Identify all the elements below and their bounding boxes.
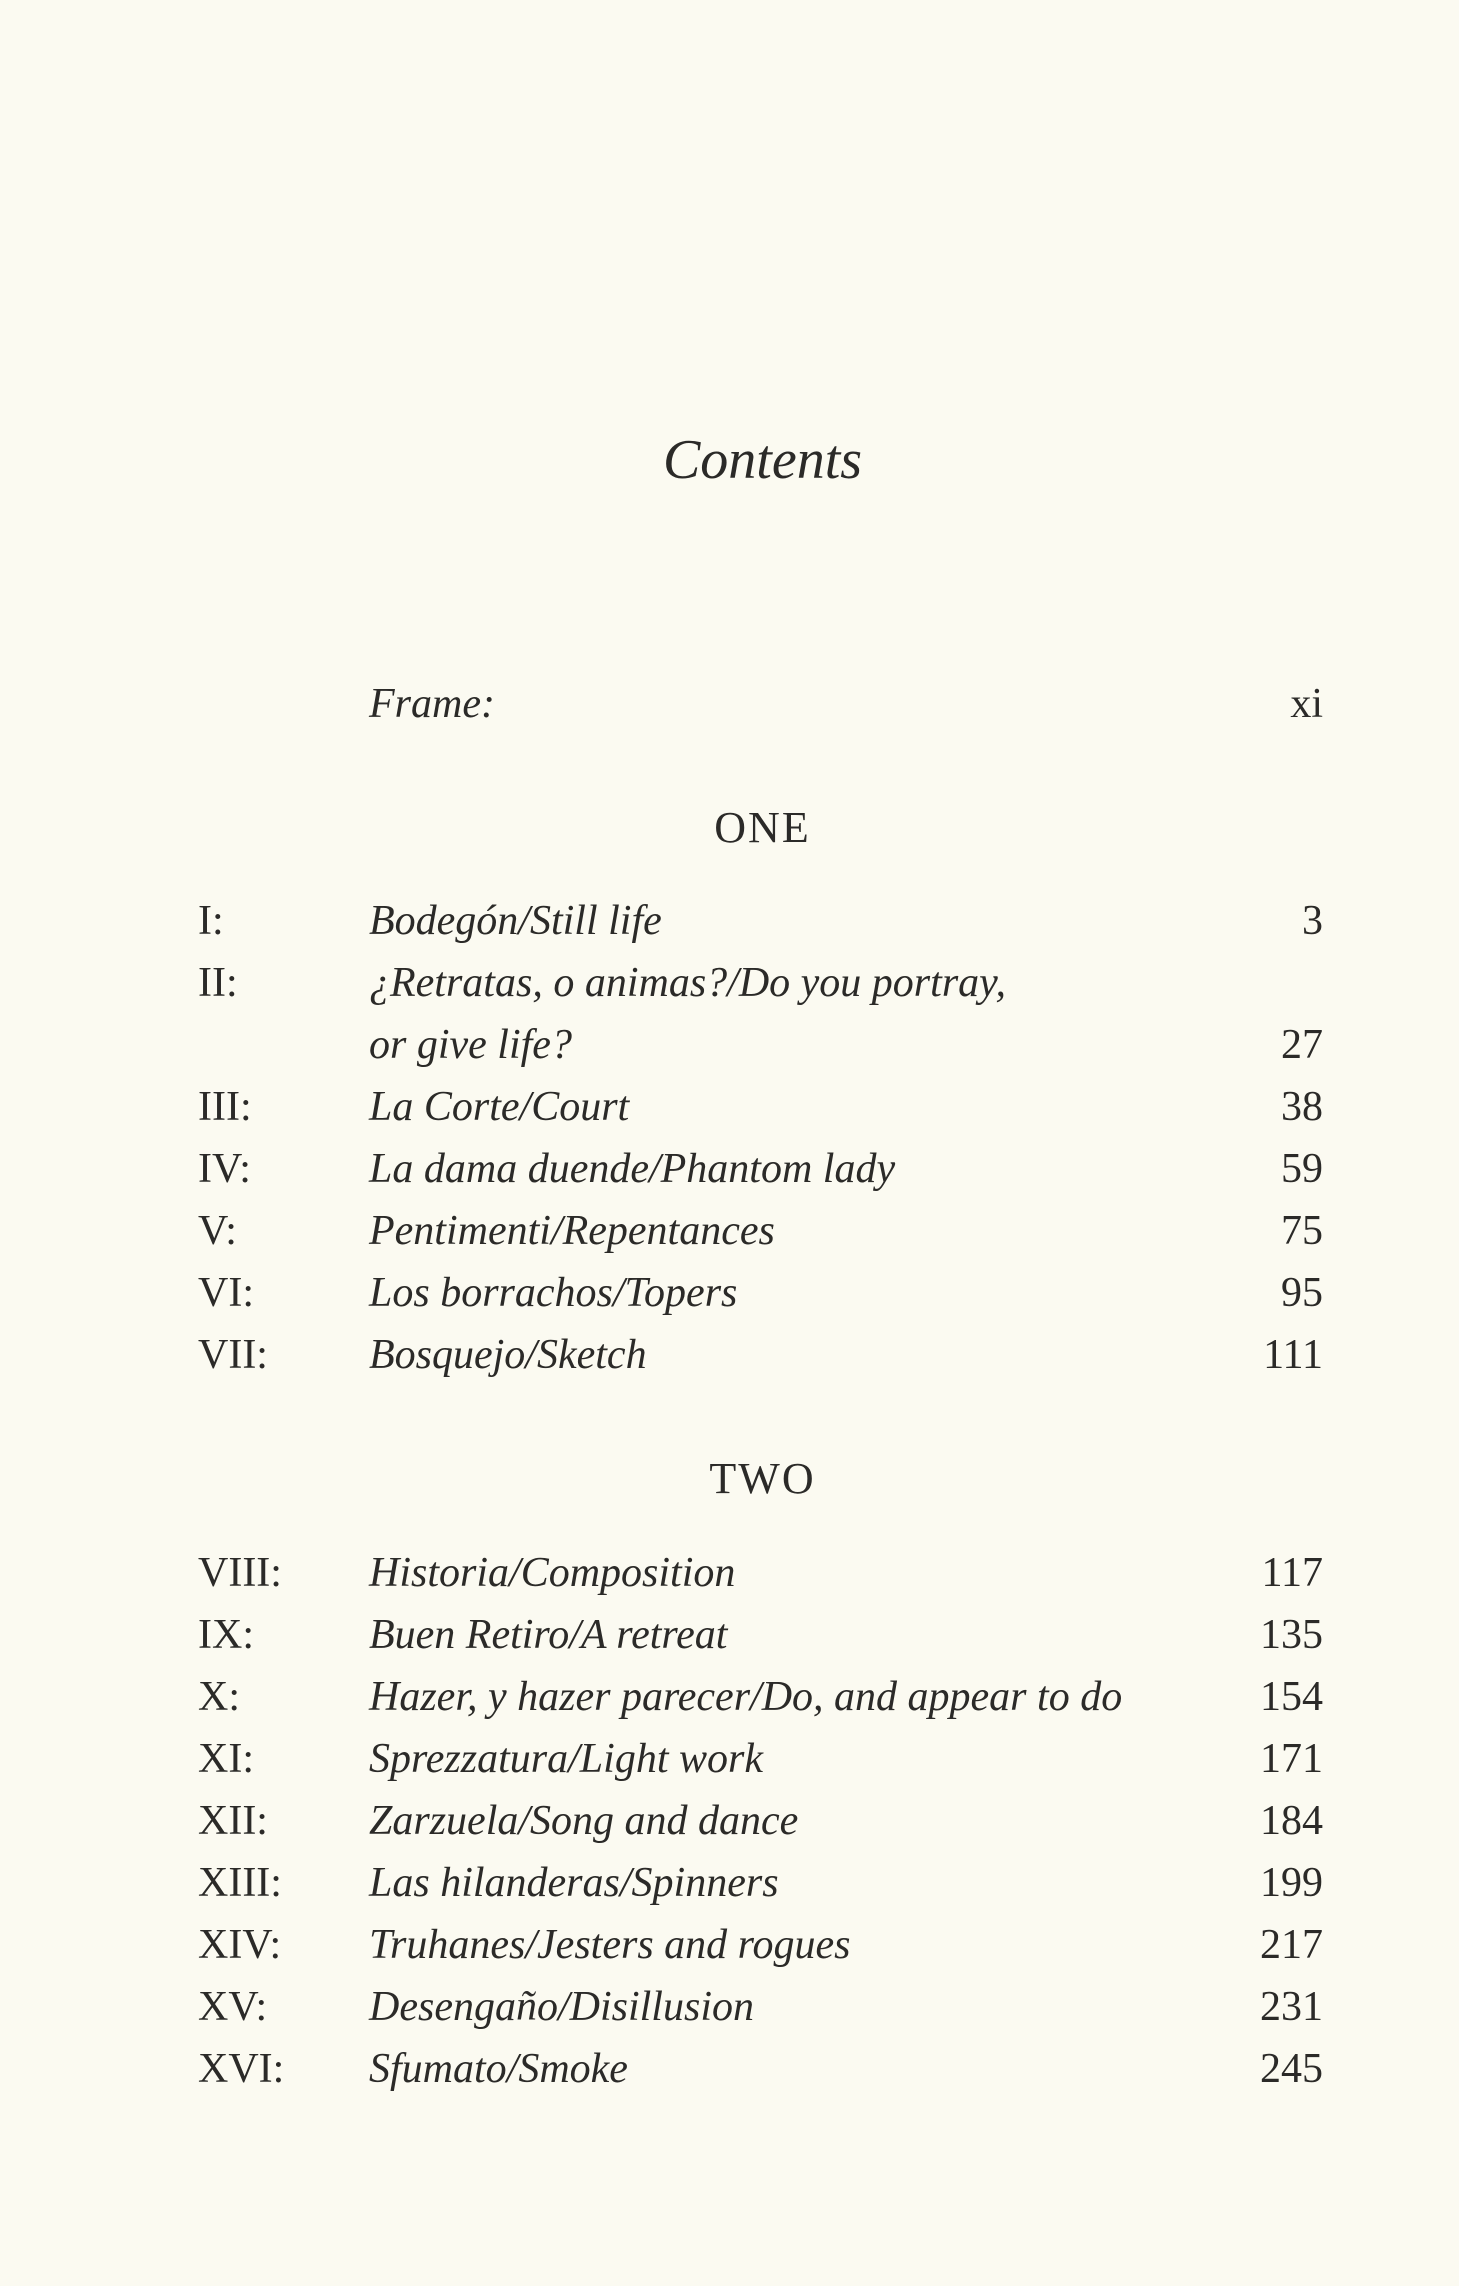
toc-entry-frame [0,673,1459,735]
chapter-page-number: 59 [1281,1146,1323,1192]
chapter-number: XV: [198,1984,268,2030]
chapter-number: XVI: [198,2046,285,2092]
chapter-title: Pentimenti/Repentances [369,1208,775,1254]
toc-entry [0,952,1459,1014]
chapter-title: Desengaño/Disillusion [369,1984,754,2030]
chapter-title: or give life? [369,1022,572,1068]
chapter-page-number: 111 [1263,1332,1323,1378]
chapter-page-number: 3 [1302,898,1323,944]
toc-entry [0,1604,1459,1666]
chapter-page-number: 154 [1260,1674,1323,1720]
part-heading: TWO [709,1454,816,1503]
chapter-number: II: [198,960,238,1006]
toc-entry [0,1262,1459,1324]
chapter-number: VII: [198,1332,268,1378]
toc-entry [0,1542,1459,1604]
chapter-title: Buen Retiro/A retreat [369,1612,728,1658]
chapter-number: I: [198,898,224,944]
chapter-page-number: 117 [1261,1550,1323,1596]
chapter-number: XI: [198,1736,254,1782]
chapter-number: X: [198,1674,240,1720]
chapter-title: Sprezzatura/Light work [369,1736,763,1782]
chapter-number: IV: [198,1146,251,1192]
toc-entry [0,1976,1459,2038]
chapter-page-number: 135 [1260,1612,1323,1658]
chapter-page-number: 217 [1260,1922,1323,1968]
toc-entry [0,1728,1459,1790]
chapter-number: XIV: [198,1922,282,1968]
toc-entry [0,1914,1459,1976]
chapter-title: Sfumato/Smoke [369,2046,628,2092]
chapter-title: Las hilanderas/Spinners [369,1860,779,1906]
chapter-page-number: 27 [1281,1022,1323,1068]
chapter-title: Hazer, y hazer parecer/Do, and appear to do [369,1674,1123,1720]
chapter-page-number: 199 [1260,1860,1323,1906]
chapter-page-number: 231 [1260,1984,1323,2030]
chapter-title: La dama duende/Phantom lady [369,1146,896,1192]
entry-title: Frame: [369,681,495,727]
chapter-number: V: [198,1208,237,1254]
chapter-page-number: 184 [1260,1798,1323,1844]
chapter-page-number: 38 [1281,1084,1323,1130]
toc-entry [0,1014,1459,1076]
entry-page-number: xi [1290,681,1323,727]
chapter-title: Truhanes/Jesters and rogues [369,1922,851,1968]
chapter-number: XII: [198,1798,268,1844]
chapter-title: La Corte/Court [369,1084,630,1130]
chapter-page-number: 75 [1281,1208,1323,1254]
chapter-page-number: 245 [1260,2046,1323,2092]
chapter-title: Bodegón/Still life [369,898,662,944]
page-title: Contents [662,429,863,491]
chapter-title: Historia/Composition [369,1550,736,1596]
chapter-title: Bosquejo/Sketch [369,1332,647,1378]
toc-entry [0,1076,1459,1138]
chapter-number: XIII: [198,1860,282,1906]
toc-entry [0,1790,1459,1852]
part-heading: ONE [714,803,811,852]
chapter-title: Zarzuela/Song and dance [369,1798,799,1844]
chapter-title: ¿Retratas, o animas?/Do you portray, [369,960,1006,1006]
chapter-number: III: [198,1084,252,1130]
chapter-page-number: 95 [1281,1270,1323,1316]
chapter-title: Los borrachos/Topers [369,1270,738,1316]
toc-entry [0,2038,1459,2100]
toc-entry [0,1852,1459,1914]
toc-entry [0,890,1459,952]
toc-entry [0,1138,1459,1200]
chapter-number: IX: [198,1612,254,1658]
chapter-number: VI: [198,1270,254,1316]
toc-entry [0,1666,1459,1728]
chapter-page-number: 171 [1260,1736,1323,1782]
toc-entry [0,1200,1459,1262]
toc-entry [0,1324,1459,1386]
chapter-number: VIII: [198,1550,282,1596]
